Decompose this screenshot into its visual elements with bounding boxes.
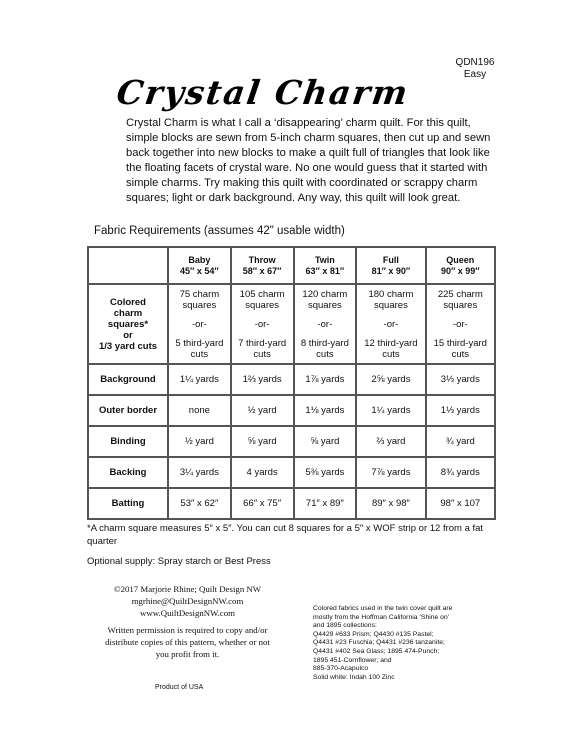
fabric-note-line: Q4431 #23 Fuschia; Q4431 #236 tanzanite; [313, 639, 445, 647]
fabric-note-line: Q4431 #402 Sea Glass; 1895 474-Punch; [313, 647, 440, 655]
cell-text: 225 charm [437, 288, 483, 300]
row-label-line: Colored [110, 296, 146, 308]
table-cell: 1⅛ yards [294, 395, 357, 426]
intro-paragraph: Crystal Charm is what I call a ‘disappearing’ charm quilt. For this quilt, simple blocks are sewn from 5-inch charm squares, then cut up and sewn back together into new blocks to make a quilt full of triangles that look like the floating facets of crystal ware. No one would guess that it started with simple charms. Try making this quilt with coordinated or scrappy charm squares; light or dark background. Any way, this quilt will look great. [126, 117, 491, 204]
cell-text: 15 third-yard [433, 337, 487, 349]
size-header [231, 247, 294, 284]
size-dims: 81″ x 90″ [371, 265, 411, 276]
table-cell: 89″ x 98″ [356, 488, 425, 519]
cell-text: cuts [253, 348, 271, 360]
table-cell: 3¼ yards [168, 457, 231, 488]
size-header-row [88, 247, 495, 284]
charm-footnote: *A charm square measures 5″ x 5″. You can cut 8 squares for a 5″ x WOF strip or 12 from a fat quarter [87, 523, 484, 547]
product-of: Product of USA [155, 684, 204, 691]
size-header [294, 247, 357, 284]
fabric-note-line: Colored fabrics used in the twin cover quilt are [313, 605, 453, 612]
table-cell: 1¼ yards [168, 364, 231, 395]
pattern-code-block [445, 57, 505, 81]
pattern-code: QDN196 [455, 57, 495, 68]
table-cell: 4 yards [231, 457, 294, 488]
table-cell: 7⅞ yards [356, 457, 425, 488]
page-title: Crystal Charm [114, 73, 412, 112]
binding-row [88, 426, 495, 457]
website-link[interactable]: www.QuiltDesignNW.com [140, 608, 235, 618]
fabric-note-line: 885-370-Acapulco [313, 665, 369, 673]
outer-border-row [88, 395, 495, 426]
table-cell: 1⅓ yards [426, 395, 495, 426]
or-text: -or- [191, 318, 207, 330]
cell-text: cuts [316, 348, 334, 360]
permission-notice: Written permission is required to copy and/or distribute copies of this pattern, whether or not you profit from it. [105, 625, 270, 659]
charm-cell [231, 284, 294, 364]
table-cell: ⅔ yard [356, 426, 425, 457]
charm-cell [356, 284, 425, 364]
fabric-note-line: Solid white: Indah 100 Zinc [313, 673, 395, 681]
fabric-note [313, 605, 513, 682]
table-cell: none [168, 395, 231, 426]
fabric-note-line: mostly from the Hoffman California ‘Shine on’ [313, 613, 450, 621]
size-name: Baby [188, 254, 211, 265]
table-cell: ½ yard [168, 426, 231, 457]
cell-text: 7 third-yard [238, 337, 287, 349]
cell-text: 180 charm [368, 288, 414, 300]
table-cell: 3⅓ yards [426, 364, 495, 395]
copyright-block [100, 583, 275, 660]
size-name: Twin [314, 254, 335, 265]
cell-text: 120 charm [302, 288, 348, 300]
difficulty-label: Easy [463, 69, 487, 80]
charm-squares-row [88, 284, 495, 364]
row-label [88, 284, 168, 364]
cell-text: cuts [190, 348, 209, 360]
row-label: Outer border [88, 395, 168, 426]
size-header [426, 247, 495, 284]
table-cell: 1⅔ yards [231, 364, 294, 395]
table-cell: 1¼ yards [356, 395, 425, 426]
row-label-line: squares* [107, 318, 149, 330]
fabric-requirements-table [87, 246, 496, 520]
copyright-line: ©2017 Marjorie Rhine; Quilt Design NW [113, 584, 262, 594]
row-label-line: charm [113, 307, 143, 319]
size-name: Throw [248, 254, 276, 265]
email-link[interactable]: mgrhine@QuiltDesignNW.com [131, 596, 244, 606]
row-label: Background [88, 364, 168, 395]
size-header [168, 247, 231, 284]
corner-cell [88, 247, 168, 284]
cell-text: 75 charm [179, 288, 220, 300]
size-header [356, 247, 425, 284]
row-label: Binding [88, 426, 168, 457]
table-cell: ⅝ yard [294, 426, 357, 457]
cell-text: 105 charm [239, 288, 285, 300]
cell-text: squares [374, 299, 408, 311]
charm-cell [426, 284, 495, 364]
cell-text: cuts [382, 348, 400, 360]
row-label-line: or [123, 329, 133, 341]
table-cell: 66″ x 75″ [231, 488, 294, 519]
table-cell: 5⅜ yards [294, 457, 357, 488]
row-label-line: 1/3 yard cuts [98, 340, 158, 352]
size-dims: 63″ x 81″ [305, 265, 345, 276]
table-cell: 71″ x 89″ [294, 488, 357, 519]
cell-text: squares [245, 299, 280, 311]
table-cell: ½ yard [231, 395, 294, 426]
cell-text: 5 third-yard [175, 337, 224, 349]
cell-text: 8 third-yard [300, 337, 349, 349]
size-dims: 90″ x 99″ [440, 265, 480, 276]
or-text: -or- [452, 318, 468, 330]
or-text: -or- [317, 318, 333, 330]
charm-cell [294, 284, 357, 364]
or-text: -or- [254, 318, 270, 330]
fabric-requirements-heading: Fabric Requirements (assumes 42" usable width) [94, 225, 345, 237]
size-dims: 58″ x 67″ [242, 265, 282, 276]
table-cell: ¾ yard [426, 426, 495, 457]
batting-row [88, 488, 495, 519]
cell-text: squares [182, 299, 217, 311]
fabric-note-line: 1895 451-Cornflower; and [313, 656, 392, 664]
size-name: Full [382, 254, 399, 265]
charm-cell [168, 284, 231, 364]
size-dims: 45″ x 54″ [180, 265, 219, 276]
table-cell: 8¾ yards [426, 457, 495, 488]
background-row [88, 364, 495, 395]
table-cell: 1⅞ yards [294, 364, 357, 395]
cell-text: squares [307, 299, 342, 311]
fabric-note-line: and 1895 collections: [313, 622, 377, 630]
row-label: Backing [88, 457, 168, 488]
table-cell: ⅝ yard [231, 426, 294, 457]
row-label: Batting [88, 488, 168, 519]
cell-text: squares [443, 299, 478, 311]
fabric-note-line: Q4429 #633 Prism; Q4430 #135 Pastel; [313, 630, 434, 638]
cell-text: 12 third-yard [364, 337, 418, 349]
optional-supply: Optional supply: Spray starch or Best Press [87, 556, 271, 567]
table-cell: 98″ x 107 [426, 488, 495, 519]
backing-row [88, 457, 495, 488]
or-text: -or- [383, 318, 399, 330]
size-name: Queen [446, 254, 475, 265]
cell-text: cuts [451, 348, 470, 360]
table-cell: 53″ x 62″ [168, 488, 231, 519]
table-cell: 2⅝ yards [356, 364, 425, 395]
